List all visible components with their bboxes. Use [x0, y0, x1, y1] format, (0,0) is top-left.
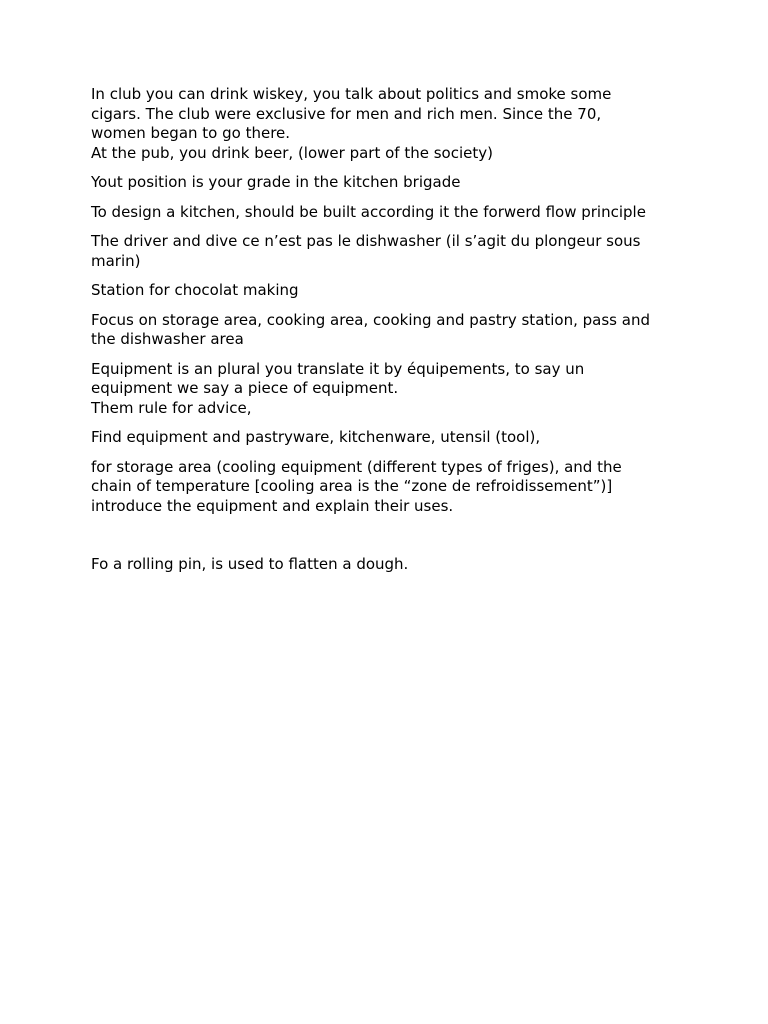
text-line: cigars. The club were exclusive for men and rich men. Since the 70, [91, 104, 602, 123]
text-line: Equipment is an plural you translate it by équipements, to say un [91, 359, 585, 378]
paragraph-kitchen-areas [91, 311, 681, 350]
text-line: the dishwasher area [91, 330, 244, 348]
paragraph-kitchen-design [91, 203, 681, 223]
paragraph-driver-and-dive [91, 232, 681, 271]
text-line: The driver and dive ce n’est pas le dishwasher (il s’agit du plongeur sous [91, 232, 641, 250]
text-line: equipment we say a piece of equipment. [91, 379, 399, 397]
paragraph-chocolate-station [91, 281, 681, 301]
paragraph-equipment-plural [91, 360, 681, 419]
text-line: To design a kitchen, should be built according it the forwerd flow principle [91, 202, 646, 221]
paragraph-kitchen-brigade [91, 173, 681, 193]
paragraph-storage-area [91, 458, 681, 517]
text-line: Station for chocolat making [91, 281, 299, 299]
text-line: women began to go there. [91, 124, 291, 142]
paragraph-clubs-and-pubs [91, 85, 681, 163]
text-line: introduce the equipment and explain their uses. [91, 496, 454, 515]
text-line: At the pub, you drink beer, (lower part of the society) [91, 143, 493, 162]
document-body [91, 85, 681, 585]
paragraph-find-equipment [91, 428, 681, 448]
paragraph-rolling-pin [91, 555, 681, 575]
text-line: Fo a rolling pin, is used to flatten a dough. [91, 555, 409, 573]
text-line: In club you can drink wiskey, you talk about politics and smoke some [91, 85, 612, 103]
text-line: Yout position is your grade in the kitchen brigade [91, 173, 461, 191]
text-line: marin) [91, 251, 141, 270]
text-line: Focus on storage area, cooking area, cooking and pastry station, pass and [91, 310, 650, 329]
blank-line [91, 526, 681, 555]
text-line: for storage area (cooling equipment (different types of friges), and the [91, 457, 622, 476]
text-line: Them rule for advice, [91, 398, 252, 417]
text-line: Find equipment and pastryware, kitchenware, utensil (tool), [91, 428, 541, 446]
text-line: chain of temperature [cooling area is the “zone de refroidissement”)] [91, 477, 613, 495]
